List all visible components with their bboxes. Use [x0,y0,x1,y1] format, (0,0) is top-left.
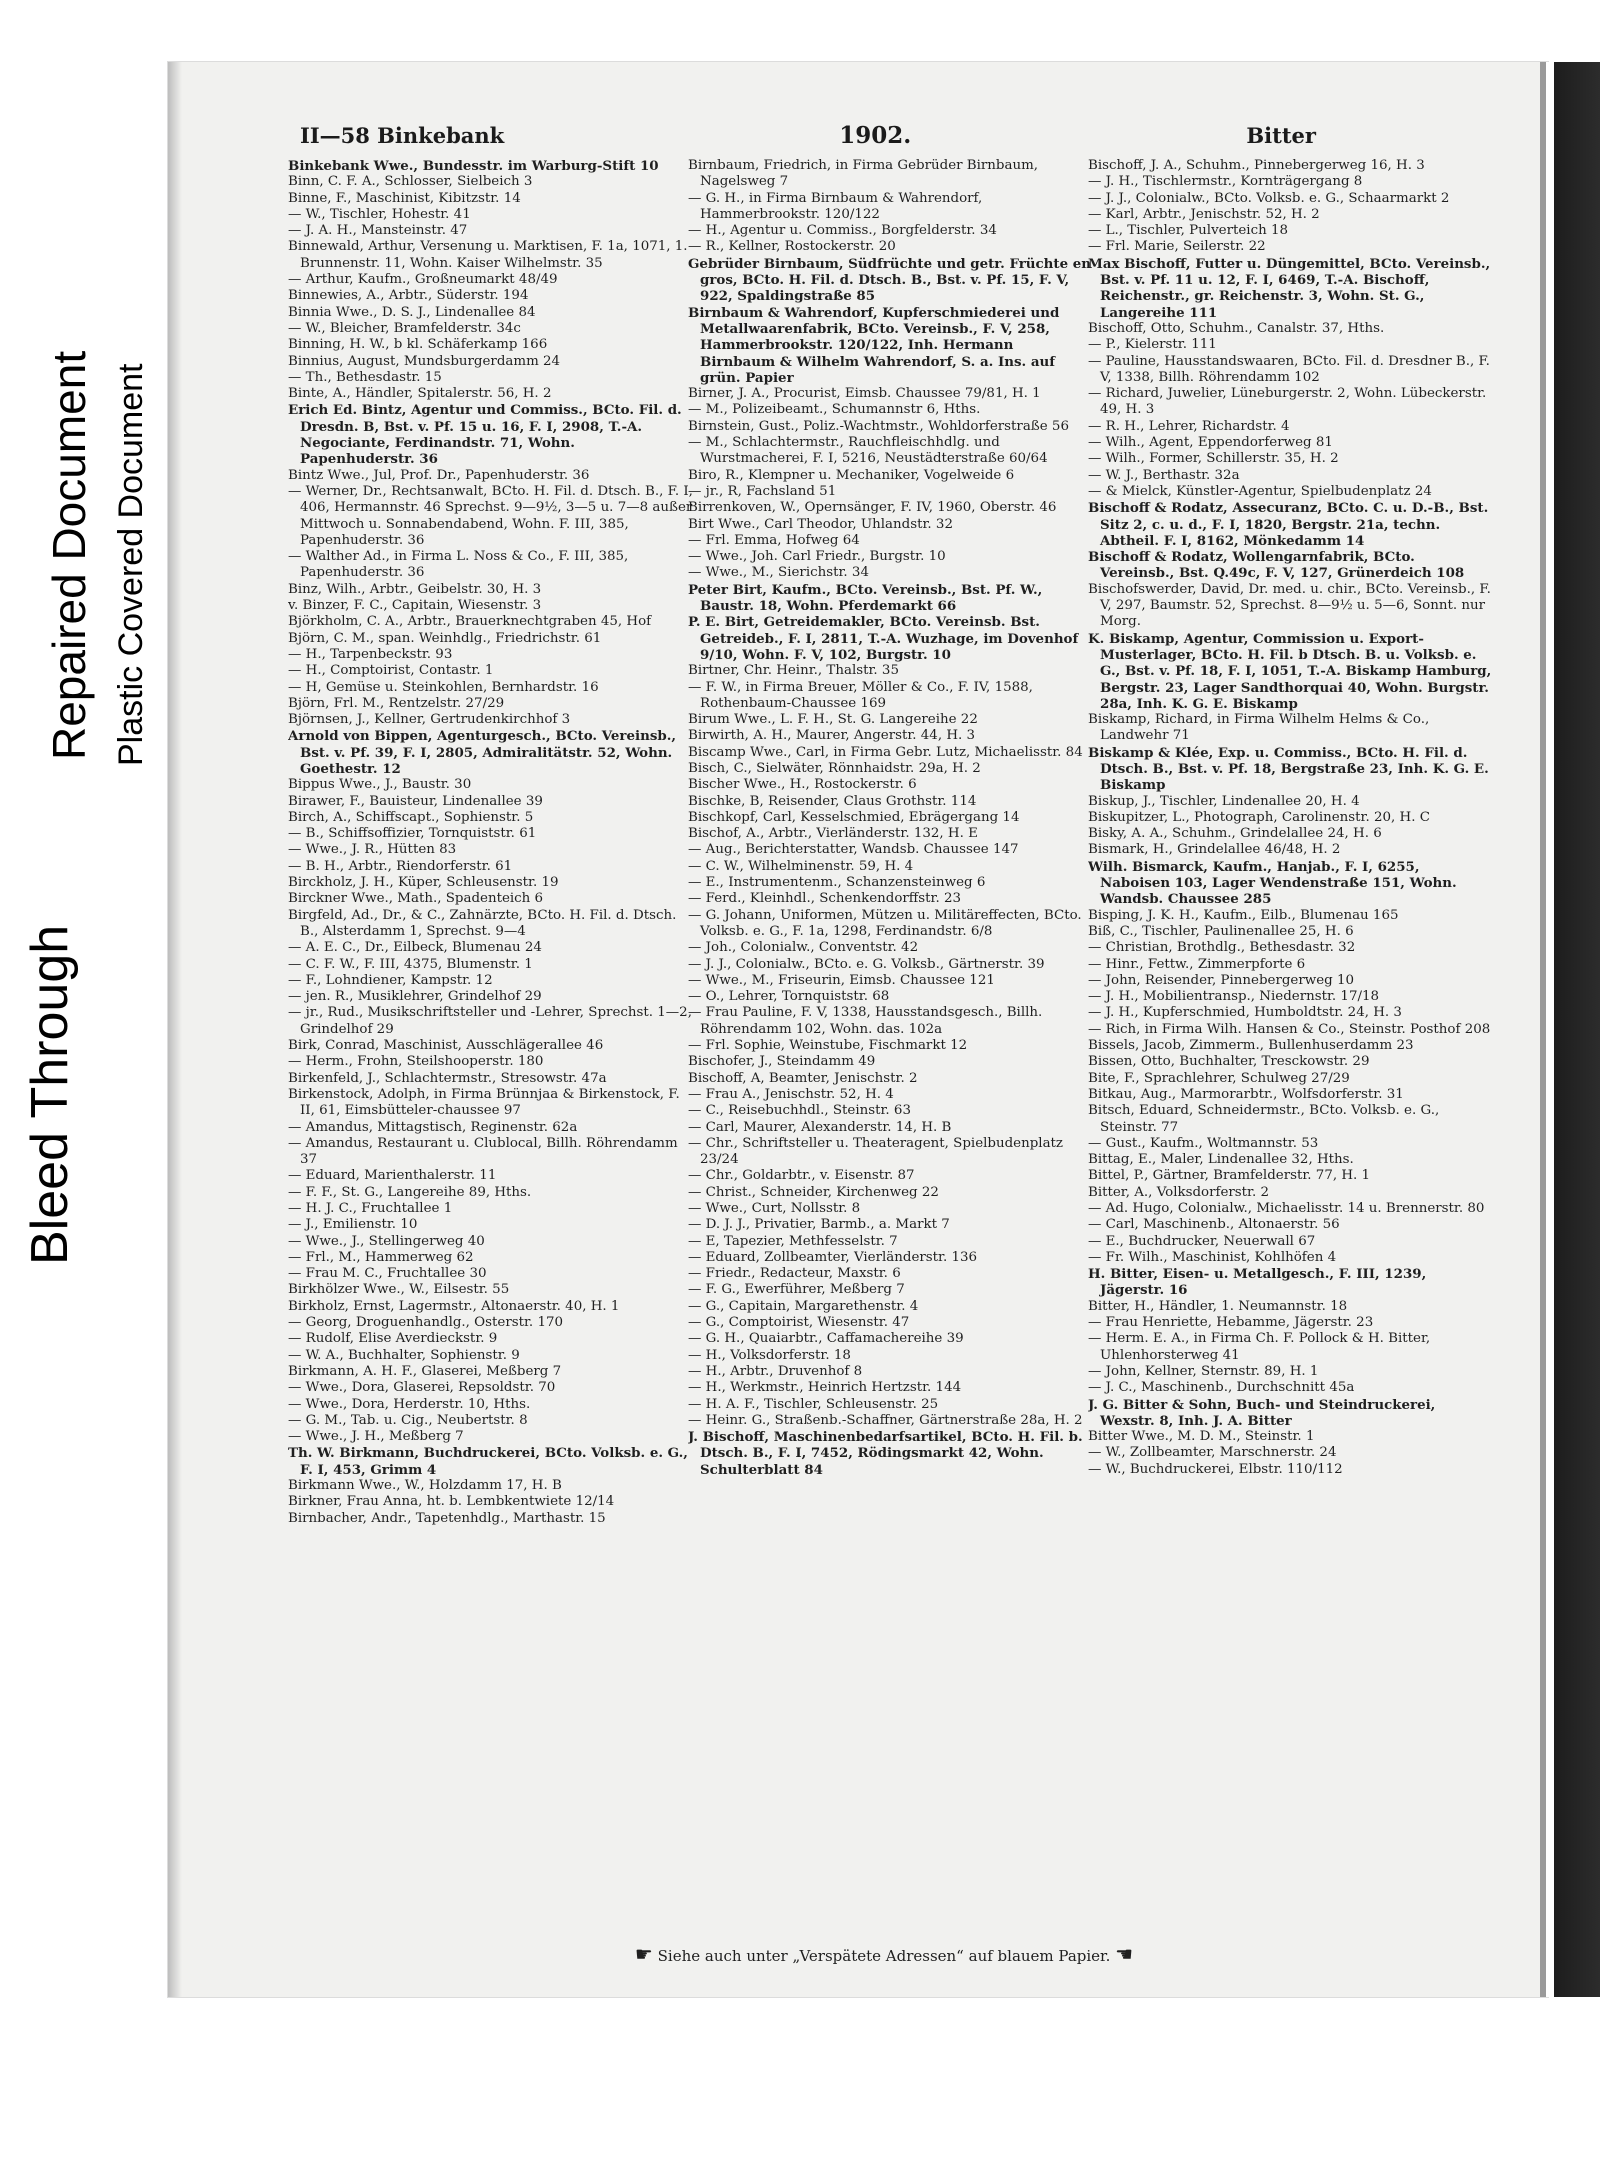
directory-entry: — J., Emilienstr. 10 [288,1217,418,1233]
directory-entry: — Wwe., Curt, Nollsstr. 8 [688,1201,861,1216]
directory-entry: Bischofswerder, David, Dr. med. u. chir., BCto. Vereinsb., F. V, 297, Baumstr. 52, Sprechst. 8—9½ u. 5—6, Sonnt. nur Morg. [1088,581,1491,630]
directory-entry: Bischer Wwe., H., Rostockerstr. 6 [688,777,917,793]
directory-entry: — E., Instrumentenm., Schanzensteinweg 6 [688,875,986,891]
directory-entry: — Carl, Maurer, Alexanderstr. 14, H. B [688,1119,952,1135]
directory-entry: — Hinr., Fettw., Zimmerpforte 6 [1088,956,1306,972]
directory-entry: Birt Wwe., Carl Theodor, Uhlandstr. 32 [688,516,953,532]
directory-entry: — Christian, Brothdlg., Bethesdastr. 32 [1088,940,1356,956]
directory-entry: Birner, J. A., Procurist, Eimsb. Chaussee 79/81, H. 1 [688,386,1041,402]
directory-entry: — H. A. F., Tischler, Schleusenstr. 25 [688,1396,939,1412]
directory-entry: — Wwe., Dora, Herderstr. 10, Hths. [288,1396,531,1412]
directory-entry: — jr., Rud., Musikschriftsteller und -Lehrer, Sprechst. 1—2, Grindelhof 29 [288,1005,692,1037]
directory-entry: — Fr. Wilh., Maschinist, Kohlhöfen 4 [1088,1249,1337,1265]
directory-entry: — Aug., Berichterstatter, Wandsb. Chaussee 147 [688,842,1019,858]
directory-entry: — J. C., Maschinenb., Durchschnitt 45a [1088,1380,1355,1396]
directory-entry: — Friedr., Redacteur, Maxstr. 6 [688,1266,901,1282]
directory-entry: — Herm., Frohn, Steilshooperstr. 180 [288,1054,544,1070]
directory-entry: Bitkau, Aug., Marmorarbtr., Wolfsdorferstr. 31 [1088,1086,1404,1102]
directory-entry: Binn, C. F. A., Schlosser, Sielbeich 3 [288,174,533,190]
directory-entry: Bischke, B, Reisender, Claus Grothstr. 114 [688,793,977,809]
directory-entry: — H., Tarpenbeckstr. 93 [288,646,453,662]
directory-entry: Birkhölzer Wwe., W., Eilsestr. 55 [288,1282,510,1298]
directory-entry: — G. Johann, Uniformen, Mützen u. Militäreffecten, BCto. Volksb. e. G., F. 1a, 1298, Ferdinandstr. 6/8 [688,907,1082,939]
directory-entry: Bissels, Jacob, Zimmerm., Bullenhuserdamm 23 [1088,1038,1414,1054]
directory-entry: — G. H., Quaiarbtr., Caffamachereihe 39 [688,1331,964,1347]
directory-entry: — M., Schlachtermstr., Rauchfleischhdlg. und Wurstmacherei, F. I, 5216, Neustädterstraße 60/64 [688,435,1048,467]
directory-entry: — Ferd., Kleinhdl., Schenkendorffstr. 23 [688,891,962,907]
directory-entry: — Chr., Schriftsteller u. Theateragent, Spielbudenplatz 23/24 [688,1135,1063,1168]
directory-entry: — Werner, Dr., Rechtsanwalt, BCto. H. Fil. d. Dtsch. B., F. I, 406, Hermannstr. 46 Sprechst. 9—9½, 3—5 u. 7—8 außer Mittwoch u. Sonnabendabend, Wohn. F. III, 385, Papenhuderstr. 36 [288,483,693,548]
directory-entry: Birch, A., Schiffscapt., Sophienstr. 5 [288,809,534,825]
directory-entry: — B. H., Arbtr., Riendorferstr. 61 [288,858,513,874]
directory-entry: Binkebank Wwe., Bundesstr. im Warburg-Stift 10 [288,158,659,174]
directory-entry: — Ad. Hugo, Colonialw., Michaelisstr. 14 u. Brennerstr. 80 [1088,1201,1485,1216]
directory-entry: — E, Tapezier, Methfesselstr. 7 [688,1233,898,1249]
directory-entry: — Wilh., Agent, Eppendorferweg 81 [1088,435,1333,451]
directory-entry: — R. H., Lehrer, Richardstr. 4 [1088,418,1290,434]
directory-entry: Bisping, J. K. H., Kaufm., Eilb., Blumenau 165 [1088,907,1399,923]
directory-entry: Binne, F., Maschinist, Kibitzstr. 14 [288,190,521,206]
directory-entry: Arnold von Bippen, Agenturgesch., BCto. Vereinsb., Bst. v. Pf. 39, F. I, 2805, Admiralitätstr. 52, Wohn. Goethestr. 12 [288,728,677,777]
directory-entry: — C. F. W., F. III, 4375, Blumenstr. 1 [288,956,533,972]
directory-entry: — J. H., Tischlermstr., Kornträgergang 8 [1088,174,1363,190]
directory-entry: — Wwe., J. H., Meßberg 7 [288,1429,464,1445]
directory-entry: — Frau Pauline, F. V, 1338, Hausstandsgesch., Billh. Röhrendamm 102, Wohn. das. 102a [688,1005,1043,1037]
directory-entry: Birnbacher, Andr., Tapetenhdlg., Marthastr. 15 [288,1510,606,1526]
directory-entry: Björn, Frl. M., Rentzelstr. 27/29 [288,695,505,711]
directory-entry: Bismark, H., Grindelallee 46/48, H. 2 [1088,842,1341,858]
directory-entry: — Karl, Arbtr., Jenischstr. 52, H. 2 [1088,206,1320,222]
directory-entry: Birckner Wwe., Math., Spadenteich 6 [288,891,544,907]
directory-entry: Bischoff, A, Beamter, Jenischstr. 2 [688,1070,918,1086]
plastic-covered-label: Plastic Covered Document [112,363,150,766]
directory-entry: Max Bischoff, Futter u. Düngemittel, BCto. Vereinsb., Bst. v. Pf. 11 u. 12, F. I, 6469, T.-A. Bischoff, Reichenstr., gr. Reichenstr. 3, Wohn. St. G., Langereihe 111 [1088,255,1491,321]
directory-entry: — J. H., Kupferschmied, Humboldtstr. 24, H. 3 [1088,1005,1402,1021]
directory-entry: Bischoff & Rodatz, Assecuranz, BCto. C. u. D.-B., Bst. Sitz 2, c. u. d., F. I, 1820, Bergstr. 21a, techn. Abtheil. F. I, 8162, Mönkedamm 14 [1088,500,1489,549]
directory-entry: Bischoff & Rodatz, Wollengarnfabrik, BCto. Vereinsb., Bst. Q.49c, F. V, 127, Grünerdeich 108 [1088,549,1465,582]
directory-entry: — D. J. J., Privatier, Barmb., a. Markt 7 [688,1217,950,1233]
directory-entry: — O., Lehrer, Tornquiststr. 68 [688,989,890,1005]
directory-entry: Birnbaum, Friedrich, in Firma Gebrüder Birnbaum, Nagelsweg 7 [688,158,1039,190]
directory-entry: — Th., Bethesdastr. 15 [288,369,442,385]
directory-entry: — Frl. Marie, Seilerstr. 22 [1088,239,1266,255]
directory-entry: Bitter, A., Volksdorferstr. 2 [1088,1184,1269,1200]
directory-entry: Biskamp & Klée, Exp. u. Commiss., BCto. H. Fil. d. Dtsch. B., Bst. v. Pf. 18, Bergstraße 23, Inh. K. G. E. Biskamp [1088,744,1489,794]
directory-entry: Bintz Wwe., Jul, Prof. Dr., Papenhuderstr. 36 [288,467,590,483]
directory-entry: — L., Tischler, Pulverteich 18 [1088,223,1288,239]
directory-entry: Bite, F., Sprachlehrer, Schulweg 27/29 [1088,1070,1350,1086]
directory-entry: Binnia Wwe., D. S. J., Lindenallee 84 [288,304,536,320]
header-left: II—58 Binkebank [300,123,505,148]
directory-entry: Biskup, J., Tischler, Lindenallee 20, H. 4 [1088,793,1360,809]
directory-entry: Birnstein, Gust., Poliz.-Wachtmstr., Wohldorferstraße 56 [688,418,1069,434]
directory-entry: Birtner, Chr. Heinr., Thalstr. 35 [688,663,899,679]
directory-entry: Bischofer, J., Steindamm 49 [688,1054,876,1070]
directory-entry: — Wwe., M., Friseurin, Eimsb. Chaussee 121 [688,972,995,988]
directory-entry: — John, Kellner, Sternstr. 89, H. 1 [1088,1363,1319,1379]
directory-entry: — W. J., Berthastr. 32a [1088,467,1240,483]
directory-entry: — Wwe., J., Stellingerweg 40 [288,1233,485,1249]
directory-entry: Birkmann Wwe., W., Holzdamm 17, H. B [288,1478,562,1494]
directory-entry: Binnewald, Arthur, Versenung u. Marktisen, F. 1a, 1071, 1. Brunnenstr. 11, Wohn. Kaiser Wilhelmstr. 35 [288,239,688,271]
directory-entry: — Wwe., M., Sierichstr. 34 [688,565,869,581]
directory-entry: — H., Arbtr., Druvenhof 8 [688,1363,863,1379]
directory-entry: Björnsen, J., Kellner, Gertrudenkirchhof 3 [288,712,571,728]
directory-column-3 [1088,158,1493,1918]
directory-entry: — Pauline, Hausstandswaaren, BCto. Fil. d. Dresdner B., F. V, 1338, Billh. Röhrendamm 102 [1088,353,1490,385]
directory-entry: — H., Werkmstr., Heinrich Hertzstr. 144 [688,1380,962,1396]
directory-entry: — H. J. C., Fruchtallee 1 [288,1201,453,1216]
directory-entry: Bitter Wwe., M. D. M., Steinstr. 1 [1088,1429,1315,1445]
directory-entry: — Wilh., Former, Schillerstr. 35, H. 2 [1088,451,1339,467]
directory-entry: H. Bitter, Eisen- u. Metallgesch., F. III, 1239, Jägerstr. 16 [1088,1266,1427,1299]
directory-entry: Birkner, Frau Anna, ht. b. Lembkentwiete 12/14 [288,1494,615,1510]
directory-entry: Binz, Wilh., Arbtr., Geibelstr. 30, H. 3 [288,581,542,597]
directory-entry: — Rich, in Firma Wilh. Hansen & Co., Steinstr. Posthof 208 [1088,1021,1491,1037]
directory-entry: — John, Reisender, Pinnebergerweg 10 [1088,972,1355,988]
directory-entry: — & Mielck, Künstler-Agentur, Spielbudenplatz 24 [1088,483,1432,499]
header-year: 1902. [839,122,912,149]
directory-entry: — Wwe., Dora, Glaserei, Repsoldstr. 70 [288,1380,556,1396]
directory-entry: Bischoff, Otto, Schuhm., Canalstr. 37, Hths. [1088,320,1385,336]
directory-entry: — J. J., Colonialw., BCto. e. G. Volksb., Gärtnerstr. 39 [688,956,1045,972]
directory-entry: Bittel, P., Gärtner, Bramfelderstr. 77, H. 1 [1088,1168,1371,1184]
directory-entry: — Walther Ad., in Firma L. Noss & Co., F. III, 385, Papenhuderstr. 36 [288,549,629,581]
directory-entry: Wilh. Bismarck, Kaufm., Hanjab., F. I, 6255, Naboisen 103, Lager Wendenstraße 151, Wohn. Wandsb. Chaussee 285 [1088,858,1457,908]
directory-entry: Birk, Conrad, Maschinist, Ausschlägerallee 46 [288,1038,604,1054]
directory-entry: — Christ., Schneider, Kirchenweg 22 [688,1184,939,1200]
directory-entry: — Frl. Sophie, Weinstube, Fischmarkt 12 [688,1038,968,1054]
directory-entry: Binte, A., Händler, Spitalerstr. 56, H. 2 [288,386,552,402]
directory-entry: Bischof, A., Arbtr., Vierländerstr. 132, H. E [688,826,978,842]
directory-entry: — B., Schiffsoffizier, Tornquiststr. 61 [288,826,537,842]
directory-entry: Peter Birt, Kaufm., BCto. Vereinsb., Bst. Pf. W., Baustr. 18, Wohn. Pferdemarkt 66 [688,581,1043,615]
directory-entry: Binnius, August, Mundsburgerdamm 24 [288,353,561,369]
directory-entry: Birum Wwe., L. F. H., St. G. Langereihe 22 [688,712,978,728]
directory-entry: — Eduard, Zollbeamter, Vierländerstr. 136 [688,1249,978,1265]
directory-entry: — F. W., in Firma Breuer, Möller & Co., F. IV, 1588, Rothenbaum-Chaussee 169 [688,679,1033,711]
directory-entry: — H., Agentur u. Commiss., Borgfelderstr. 34 [688,223,997,239]
directory-entry: — Amandus, Mittagstisch, Reginenstr. 62a [288,1119,578,1135]
footer-note: Siehe auch unter „Verspätete Adressen“ auf blauem Papier. [657,1947,1111,1965]
directory-entry: Biscamp Wwe., Carl, in Firma Gebr. Lutz, Michaelisstr. 84 [688,744,1083,760]
directory-entry: Th. W. Birkmann, Buchdruckerei, BCto. Volksb. e. G., F. I, 453, Grimm 4 [288,1445,688,1478]
directory-entry: Birkmann, A. H. F., Glaserei, Meßberg 7 [288,1363,562,1379]
directory-entry: Bischkopf, Carl, Kesselschmied, Ebrägergang 14 [688,809,1020,825]
directory-entry: J. G. Bitter & Sohn, Buch- und Steindruckerei, Wexstr. 8, Inh. J. A. Bitter [1088,1396,1436,1429]
directory-entry: Biskamp, Richard, in Firma Wilhelm Helms & Co., Landwehr 71 [1088,712,1430,744]
directory-entry: Birkenstock, Adolph, in Firma Brünnjaa & Birkenstock, F. II, 61, Eimsbütteler-chaussee 97 [288,1086,680,1119]
directory-entry: Gebrüder Birnbaum, Südfrüchte und getr. Früchte en gros, BCto. H. Fil. d. Dtsch. B., Bst. v. Pf. 15, F. V, 922, Spaldingstraße 85 [688,255,1092,305]
directory-entry: Birnbaum & Wahrendorf, Kupferschmiederei und Metallwaarenfabrik, BCto. Vereinsb., F. V, 258, Hammerbrookstr. 120/122, Inh. Hermann Birnbaum & Wilhelm Wahrendorf, S. a. Ins. auf grün. Papier [688,304,1060,386]
directory-entry: Biß, C., Tischler, Paulinenallee 25, H. 6 [1088,923,1354,939]
page-edge [1540,62,1600,1997]
directory-entry: — Wwe., Joh. Carl Friedr., Burgstr. 10 [688,549,946,565]
directory-entry: Bisky, A. A., Schuhm., Grindelallee 24, H. 6 [1088,826,1382,842]
directory-entry: — Frau Henriette, Hebamme, Jägerstr. 23 [1088,1315,1374,1331]
directory-entry: — W., Zollbeamter, Marschnerstr. 24 [1088,1445,1337,1461]
directory-entry: — Arthur, Kaufm., Großneumarkt 48/49 [288,272,558,288]
directory-entry: — J. H., Mobilientransp., Niedernstr. 17/18 [1088,989,1380,1005]
directory-entry: Birkenfeld, J., Schlachtermstr., Stresowstr. 47a [288,1070,607,1086]
directory-entry: — F. G., Ewerführer, Meßberg 7 [688,1282,905,1298]
directory-entry: — C. W., Wilhelminenstr. 59, H. 4 [688,858,914,874]
directory-entry: — E., Buchdrucker, Neuerwall 67 [1088,1233,1316,1249]
directory-entry: — Richard, Juwelier, Lüneburgerstr. 2, Wohn. Lübeckerstr. 49, H. 3 [1088,386,1487,418]
directory-entry: Biro, R., Klempner u. Mechaniker, Vogelweide 6 [688,467,1015,483]
directory-entry: Bippus Wwe., J., Baustr. 30 [288,777,472,793]
page-footer [584,1942,1184,1966]
directory-entry: Birawer, F., Bauisteur, Lindenallee 39 [288,793,543,809]
directory-entry: — Rudolf, Elise Averdieckstr. 9 [288,1331,498,1347]
directory-entry: — W. A., Buchhalter, Sophienstr. 9 [288,1347,520,1363]
page-binding-shadow [168,62,182,1997]
directory-entry: — F., Lohndiener, Kampstr. 12 [288,972,493,988]
directory-entry: Binning, H. W., b kl. Schäferkamp 166 [288,337,548,353]
directory-entry: — W., Bleicher, Bramfelderstr. 34c [288,320,521,336]
header-right: Bitter [1246,123,1316,148]
directory-entry: Bisch, C., Sielwäter, Rönnhaidstr. 29a, H. 2 [688,760,981,776]
directory-entry: Bittag, E., Maler, Lindenallee 32, Hths. [1088,1152,1354,1168]
directory-entry: — jr., R, Fachsland 51 [688,483,837,499]
directory-entry: — Gust., Kaufm., Woltmannstr. 53 [1088,1135,1319,1151]
directory-entry: Bischoff, J. A., Schuhm., Pinnebergerweg 16, H. 3 [1088,158,1425,173]
directory-entry: Birwirth, A. H., Maurer, Angerstr. 44, H. 3 [688,728,976,744]
directory-entry: — P., Kielerstr. 111 [1088,337,1217,353]
directory-entry: — H., Volksdorferstr. 18 [688,1347,851,1363]
directory-entry: — Heinr. G., Straßenb.-Schaffner, Gärtnerstraße 28a, H. 2 [688,1412,1083,1428]
directory-entry: — R., Kellner, Rostockerstr. 20 [688,239,896,255]
directory-entry: — Frau A., Jenischstr. 52, H. 4 [688,1086,894,1102]
directory-entry: — G., Capitain, Margarethenstr. 4 [688,1298,919,1314]
directory-entry: — G. H., in Firma Birnbaum & Wahrendorf, Hammerbrookstr. 120/122 [688,190,983,222]
directory-entry: — H, Gemüse u. Steinkohlen, Bernhardstr. 16 [288,679,599,695]
directory-entry: — Frl., M., Hammerweg 62 [288,1249,474,1265]
directory-column-2 [688,158,1093,1918]
directory-entry: Birckholz, J. H., Küper, Schleusenstr. 19 [288,875,559,891]
directory-entry: — J. J., Colonialw., BCto. Volksb. e. G., Schaarmarkt 2 [1088,190,1450,206]
directory-entry: Bissen, Otto, Buchhalter, Tresckowstr. 29 [1088,1054,1370,1070]
directory-entry: Biskupitzer, L., Photograph, Carolinenstr. 20, H. C [1088,809,1430,825]
directory-entry: — Carl, Maschinenb., Altonaerstr. 56 [1088,1217,1340,1233]
bleed-through-label: Bleed Through [21,924,79,1265]
directory-entry: Birkholz, Ernst, Lagermstr., Altonaerstr. 40, H. 1 [288,1298,620,1314]
directory-entry: — Frau M. C., Fruchtallee 30 [288,1266,487,1282]
directory-entry: — Chr., Goldarbtr., v. Eisenstr. 87 [688,1168,915,1184]
directory-entry: — jen. R., Musiklehrer, Grindelhof 29 [288,989,542,1005]
directory-entry: K. Biskamp, Agentur, Commission u. Export-Musterlager, BCto. H. Fil. b Dtsch. B. u. Volksb. e. G., Bst. v. Pf. 18, F. I, 1051, T.-A. Biskamp Hamburg, Bergstr. 23, Lager Sandthorquai 40, Wohn. Burgstr. 28a, Inh. K. G. E. Biskamp [1088,630,1492,712]
directory-entry: — Wwe., J. R., Hütten 83 [288,842,457,858]
directory-entry: Birgfeld, Ad., Dr., & C., Zahnärzte, BCto. H. Fil. d. Dtsch. B., Alsterdamm 1, Sprechst. 9—4 [288,907,677,939]
page-header [300,122,1316,152]
directory-entry: — Georg, Droguenhandlg., Osterstr. 170 [288,1315,563,1331]
directory-entry: Birrenkoven, W., Opernsänger, F. IV, 1960, Oberstr. 46 [688,500,1057,516]
directory-column-1 [288,158,693,1918]
directory-entry: — A. E. C., Dr., Eilbeck, Blumenau 24 [288,940,542,956]
directory-entry: — G., Comptoirist, Wiesenstr. 47 [688,1315,910,1331]
directory-entry: — Eduard, Marienthalerstr. 11 [288,1168,497,1184]
directory-entry: Bitsch, Eduard, Schneidermstr., BCto. Volksb. e. G., Steinstr. 77 [1088,1103,1440,1135]
directory-entry: — H., Comptoirist, Contastr. 1 [288,663,494,679]
directory-entry: J. Bischoff, Maschinenbedarfsartikel, BCto. H. Fil. b. Dtsch. B., F. I, 7452, Rödingsmarkt 42, Wohn. Schulterblatt 84 [688,1429,1083,1478]
directory-entry: — G. M., Tab. u. Cig., Neubertstr. 8 [288,1412,528,1428]
directory-entry: Björkholm, C. A., Arbtr., Brauerknechtgraben 45, Hof [288,614,652,630]
directory-entry: v. Binzer, F. C., Capitain, Wiesenstr. 3 [288,598,542,614]
directory-entry: — M., Polizeibeamt., Schumannstr 6, Hths. [688,402,981,418]
directory-entry: — W., Tischler, Hohestr. 41 [288,206,471,222]
directory-entry: — C., Reisebuchhdl., Steinstr. 63 [688,1103,911,1119]
pointing-hand-left-icon: ☛ [634,1942,653,1966]
directory-entry: — Herm. E. A., in Firma Ch. F. Pollock & H. Bitter, Uhlenhorsterweg 41 [1088,1331,1431,1363]
repaired-document-label: Repaired Document [43,350,95,760]
pointing-hand-right-icon: ☚ [1115,1942,1134,1966]
directory-entry: — F. F., St. G., Langereihe 89, Hths. [288,1184,532,1200]
directory-entry: P. E. Birt, Getreidemakler, BCto. Vereinsb. Bst. Getreideb., F. I, 2811, T.-A. Wuzhage, im Dovenhof 9/10, Wohn. F. V, 102, Burgstr. 10 [688,614,1079,663]
directory-entry: Erich Ed. Bintz, Agentur und Commiss., BCto. Fil. d. Dresdn. B, Bst. v. Pf. 15 u. 16, F. I, 2908, T.-A. Negociante, Ferdinandstr. 71, Wohn. Papenhuderstr. 36 [288,402,682,468]
directory-entry: Björn, C. M., span. Weinhdlg., Friedrichstr. 61 [288,630,602,646]
directory-entry: — J. A. H., Mansteinstr. 47 [288,223,468,239]
directory-entry: Bitter, H., Händler, 1. Neumannstr. 18 [1088,1298,1348,1314]
directory-entry: Binnewies, A., Arbtr., Süderstr. 194 [288,288,529,304]
directory-entry: — Frl. Emma, Hofweg 64 [688,532,860,548]
directory-entry: — W., Buchdruckerei, Elbstr. 110/112 [1088,1461,1343,1477]
directory-entry: — Joh., Colonialw., Conventstr. 42 [688,940,919,956]
directory-entry: — Amandus, Restaurant u. Clublocal, Billh. Röhrendamm 37 [288,1135,678,1168]
